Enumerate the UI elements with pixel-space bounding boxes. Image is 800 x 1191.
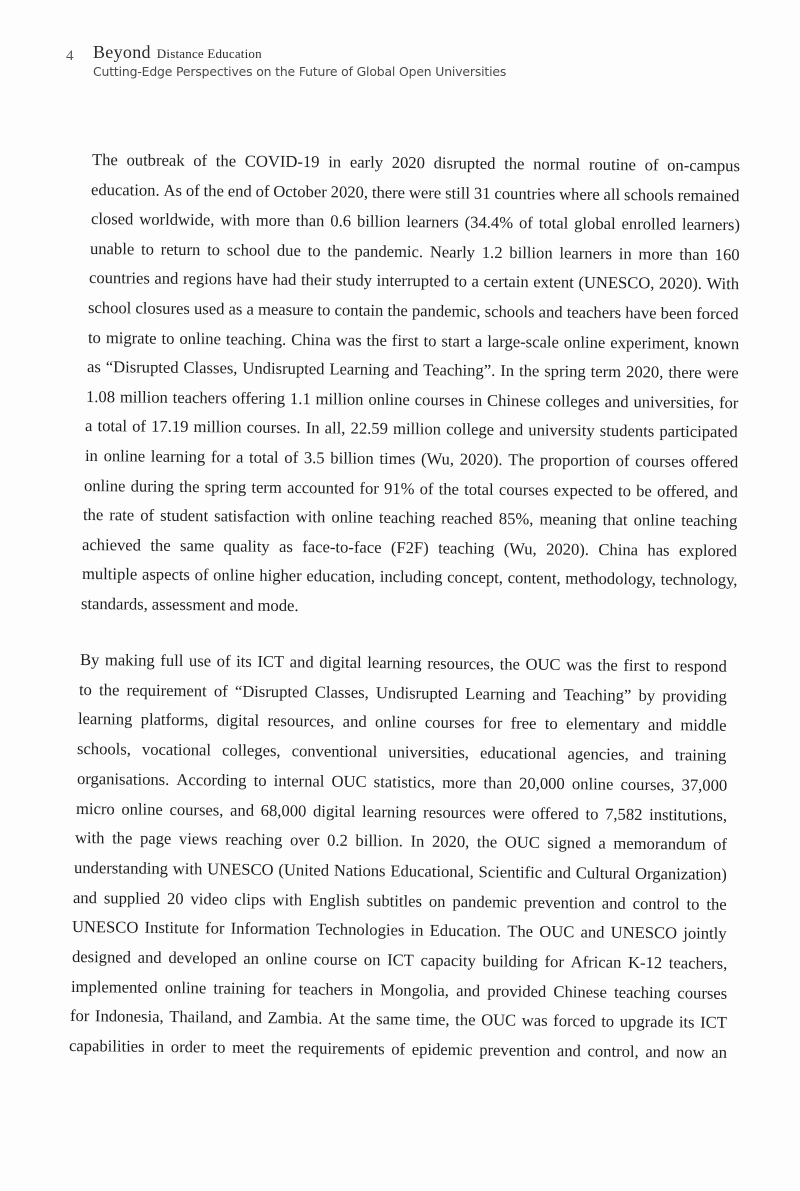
text-line: and supplied 20 video clips with English subtitles on pandemic prevention and control to the xyxy=(73,887,728,914)
text-line: online during the spring term accounted for 91% of the total courses expected to be offered, and xyxy=(83,475,738,501)
text-line: 1.08 million teachers offering 1.1 million online courses in Chinese colleges and universities, for xyxy=(85,386,739,413)
text-line: to migrate to online teaching. China was the first to start a large-scale online experiment, known xyxy=(87,327,739,353)
text-line: learning platforms, digital resources, and online courses for free to elementary and middle xyxy=(78,709,727,736)
text-line: multiple aspects of online higher education, including concept, content, methodology, technology, xyxy=(81,564,738,590)
text-line: for Indonesia, Thailand, and Zambia. At the same time, the OUC was forced to upgrade its ICT xyxy=(69,1006,727,1033)
text-line: micro online courses, and 68,000 digital learning resources were offered to 7,582 institutions, xyxy=(75,798,727,825)
text-line: unable to return to school due to the pandemic. Nearly 1.2 billion learners in more than 160 xyxy=(89,238,740,265)
text-line: schools, vocational colleges, conventional universities, educational agencies, and training xyxy=(77,739,727,765)
text-line: implemented online training for teachers in Mongolia, and provided Chinese teaching courses xyxy=(70,976,727,1003)
book-title-main: Beyond xyxy=(93,42,151,62)
text-line: countries and regions have had their study interrupted to a certain extent (UNESCO, 2020). With xyxy=(88,268,740,294)
text-line: UNESCO Institute for Information Technologies in Education. The OUC and UNESCO jointly xyxy=(72,917,728,944)
text-line: organisations. According to internal OUC statistics, more than 20,000 online courses, 37,000 xyxy=(76,768,727,795)
text-line: closed worldwide, with more than 0.6 billion learners (34.4% of total global enrolled learners) xyxy=(90,209,740,235)
text-line: in online learning for a total of 3.5 billion times (Wu, 2020). The proportion of courses offered xyxy=(84,446,738,472)
text-line: The outbreak of the COVID-19 in early 2020 disrupted the normal routine of on-campus xyxy=(91,150,741,176)
book-subtitle: Cutting-Edge Perspectives on the Future of Global Open Universities xyxy=(93,64,507,79)
text-line: school closures used as a measure to contain the pandemic, schools and teachers have been forced xyxy=(88,298,739,324)
text-line: with the page views reaching over 0.2 billion. In 2020, the OUC signed a memorandum of xyxy=(74,828,728,855)
text-line: the rate of student satisfaction with online teaching reached 85%, meaning that online teaching xyxy=(82,505,738,531)
text-line: designed and developed an online course on ICT capacity building for African K-12 teachers, xyxy=(71,947,727,973)
text-line: capabilities in order to meet the requirements of epidemic prevention and control, and now an xyxy=(68,1036,727,1062)
text-line: understanding with UNESCO (United Nations Educational, Scientific and Cultural Organization) xyxy=(73,857,728,884)
text-line: education. As of the end of October 2020, there were still 31 countries where all schools remained xyxy=(91,179,740,205)
text-line: to the requirement of “Disrupted Classes, Undisrupted Learning and Teaching” by providing xyxy=(79,679,728,706)
text-line: By making full use of its ICT and digital learning resources, the OUC was the first to respond xyxy=(79,650,727,676)
page-number: 4 xyxy=(66,48,74,64)
book-title-rest: Distance Education xyxy=(156,46,262,61)
text-line: standards, assessment and mode. xyxy=(80,594,299,616)
text-line: as “Disrupted Classes, Undisrupted Learning and Teaching”. In the spring term 2020, there were xyxy=(86,357,739,383)
text-line: a total of 17.19 million courses. In all, 22.59 million college and university students participated xyxy=(85,416,739,442)
text-line: achieved the same quality as face-to-face (F2F) teaching (Wu, 2020). China has explored xyxy=(82,534,738,561)
